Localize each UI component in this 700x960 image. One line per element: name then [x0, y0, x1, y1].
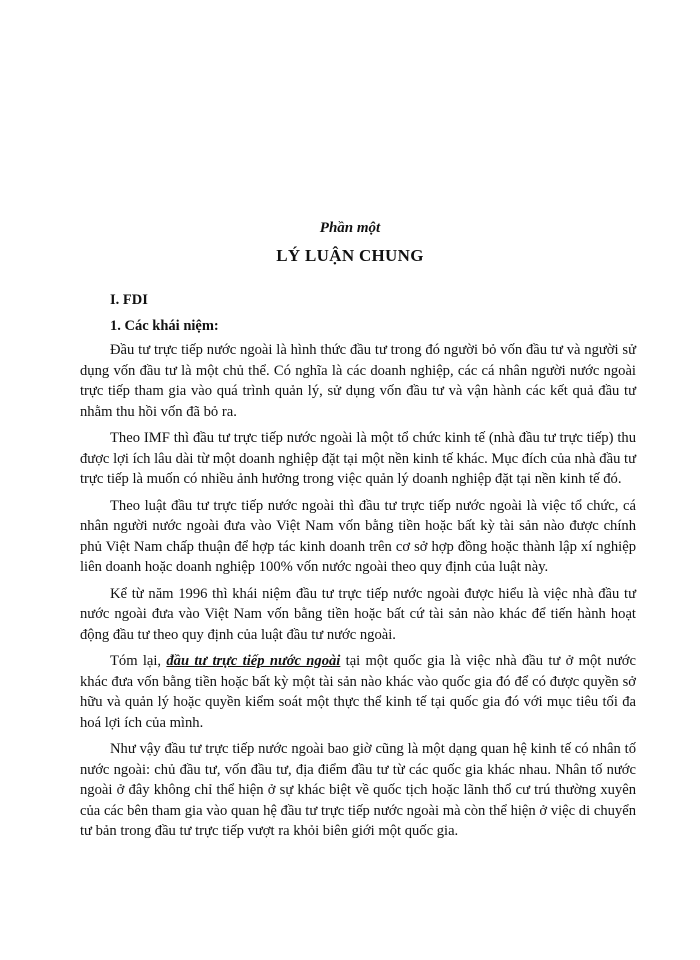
part-label: Phần một: [319, 220, 381, 236]
paragraph-definition: Đầu tư trực tiếp nước ngoài là hình thức đầu tư trong đó người bỏ vốn đầu tư và người sử dụng vốn đầu tư là một chủ thể. Có nghĩa là các doanh nghiệp, các cá nhân người nước ngoài trực tiếp tham gia vào quá trình quản lý, sử dụng vốn đầu tư và vận hành các kết quả đầu tư nhằm thu hồi vốn đã bỏ ra.: [80, 342, 636, 420]
paragraph-imf: Theo IMF thì đầu tư trực tiếp nước ngoài là một tổ chức kinh tế (nhà đầu tư trực tiếp) thu được lợi ích lâu dài từ một doanh nghiệp đặt tại một nền kinh tế khác. Mục đích của nhà đầu tư trực tiếp là muốn có nhiều ảnh hưởng trong việc quản lý doanh nghiệp đặt tại nền kinh tế đó.: [80, 430, 636, 487]
paragraph-1996: Kể từ năm 1996 thì khái niệm đầu tư trực tiếp nước ngoài được hiểu là việc nhà đầu tư nước ngoài đưa vào Việt Nam vốn bằng tiền hoặc bất cứ tài sản nào khác để tiến hành hoạt động đầu tư theo quy định của luật đầu tư nước ngoài.: [80, 585, 636, 643]
paragraph-law: Theo luật đầu tư trực tiếp nước ngoài thì đầu tư trực tiếp nước ngoài là việc tổ chức, cá nhân người nước ngoài đưa vào Việt Nam vốn bằng tiền hoặc bất kỳ tài sản nào được chính phủ Việt Nam chấp thuận để hợp tác kinh doanh trên cơ sở hợp đồng hoặc thành lập xí nghiệp liên doanh hoặc doanh nghiệp 100% vốn nước ngoài theo quy định của luật này.: [80, 497, 636, 575]
section-heading: I. FDI: [110, 292, 148, 308]
summary-rest: tại một quốc gia là việc nhà đầu tư ở một nước khác đưa vốn bằng tiền hoặc bất kỳ một tài sản nào khác vào quốc gia đó để có được quyền sở hữu và quản lý hoặc quyền kiểm soát một thực thể kinh tế tại quốc gia đó với mục tiêu tối đa hoá lợi ích của mình.: [80, 653, 636, 731]
paragraph-summary: [80, 651, 636, 733]
body-text: [80, 340, 636, 848]
paragraph-foreign-factor: Như vậy đầu tư trực tiếp nước ngoài bao giờ cũng là một dạng quan hệ kinh tế có nhân tố nước ngoài: chủ đầu tư, vốn đầu tư, địa điểm đầu tư từ các quốc gia khác nhau. Nhân tố nước ngoài ở đây không chỉ thể hiện ở sự khác biệt về quốc tịch hoặc lãnh thổ cư trú thường xuyên của các bên tham gia vào quan hệ đầu tư trực tiếp nước ngoài mà còn thể hiện ở việc di chuyển tư bản trong đầu tư trực tiếp vượt ra khỏi biên giới một quốc gia.: [80, 741, 636, 839]
summary-emphasis: đầu tư trực tiếp nước ngoài: [166, 653, 341, 669]
summary-lead: Tóm lại,: [110, 653, 167, 669]
chapter-title: LÝ LUẬN CHUNG: [276, 246, 424, 265]
sub-heading: 1. Các khái niệm:: [110, 318, 219, 334]
